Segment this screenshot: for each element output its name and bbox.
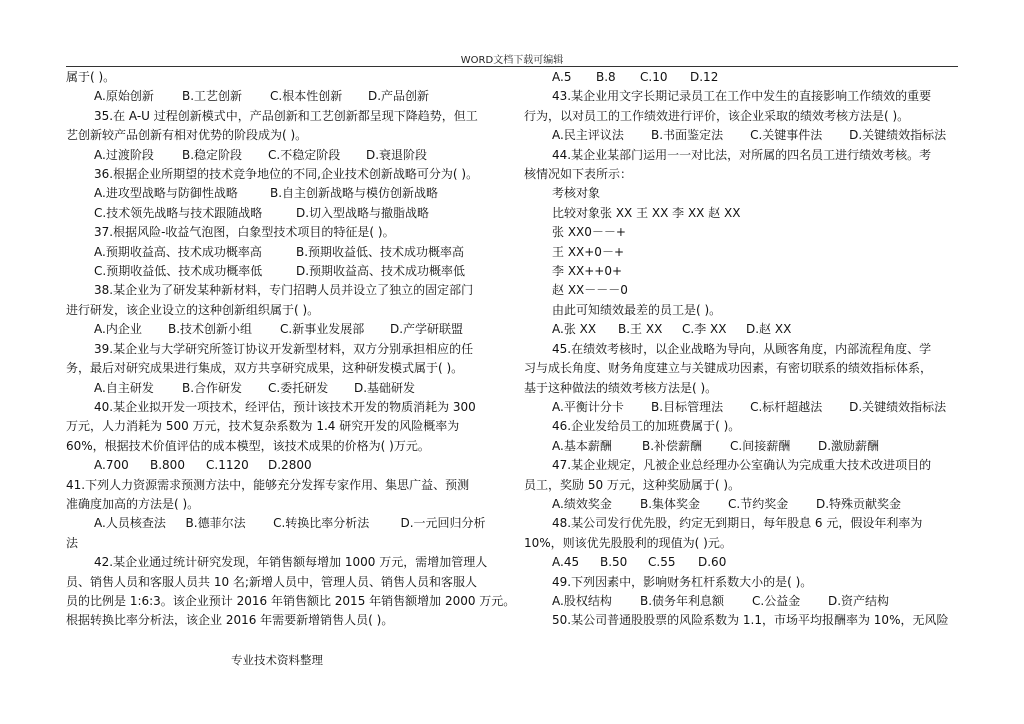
text-line: 10%，则该优先股股利的现值为( )元。 [524, 535, 732, 550]
text-line: 务，最后对研究成果进行集成，双方共享研究成果，这种研发模式属于( )。 [66, 361, 464, 376]
text-line: 习与成长角度、财务角度建立与关键成功因素，有密切联系的绩效指标体系， [524, 361, 933, 376]
text-line: 王 XX+0－+ [552, 244, 625, 259]
answer-option: A.进攻型战略与防御性战略 [94, 186, 238, 201]
answer-option: D.赵 XX [746, 322, 792, 337]
text-line: 比较对象张 XX 王 XX 李 XX 赵 XX [552, 205, 741, 220]
answer-option: A.过渡阶段 [94, 147, 154, 162]
answer-option: C.转换比率分析法 [273, 516, 370, 531]
answer-option: C.10 [640, 70, 668, 84]
text-line: 基于这种做法的绩效考核方法是( )。 [524, 380, 718, 395]
answer-option: A.民主评议法 [552, 128, 624, 143]
text-line: 43.某企业用文字长期记录员工在工作中发生的直接影响工作绩效的重要 [552, 89, 932, 104]
answer-options [66, 87, 500, 106]
answer-option: D.产学研联盟 [390, 322, 464, 337]
text-line: 张 XX0－－+ [552, 225, 626, 240]
answer-option: C.技术领先战略与技术跟随战略 [94, 205, 263, 220]
answer-option: C.标杆超越法 [750, 399, 823, 414]
text-line: 44.某企业某部门运用一一对比法，对所属的四名员工进行绩效考核。考 [552, 147, 932, 162]
answer-option: A.绩效奖金 [552, 496, 612, 511]
text-line: 万元，人力消耗为 500 万元，技术复杂系数为 1.4 研究开发的风险概率为 [66, 419, 460, 434]
answer-option: D.特殊贡献奖金 [816, 496, 902, 511]
answer-option: C.根本性创新 [270, 89, 343, 104]
answer-option: C.间接薪酬 [730, 438, 791, 453]
answer-option: A.自主研发 [94, 380, 154, 395]
text-line: 属于( )。 [66, 70, 116, 84]
answer-option: B.王 XX [618, 322, 663, 337]
text-line: 根据转换比率分析法，该企业 2016 年需要新增销售人员( )。 [66, 613, 394, 628]
answer-option: A.700 [94, 458, 129, 473]
text-line: 员的比例是 1:6:3。该企业预计 2016 年销售额比 2015 年销售额增加 2000 万元。 [66, 593, 516, 608]
text-line: 进行研发，该企业设立的这种创新组织属于( )。 [66, 302, 320, 317]
answer-option: A.45 [552, 555, 580, 570]
right-column [524, 68, 958, 631]
answer-option: D.基础研发 [354, 380, 416, 395]
answer-option: B.预期收益低、技术成功概率高 [296, 244, 465, 259]
answer-options [66, 243, 500, 262]
text-line: 40.某企业拟开发一项技术，经评估，预计该技术开发的物质消耗为 300 [94, 399, 476, 414]
answer-option: B.工艺创新 [182, 89, 243, 104]
answer-option: C.节约奖金 [728, 496, 789, 511]
text-line: 36.根据企业所期望的技术竞争地位的不同,企业技术创新战略可分为( )。 [94, 167, 479, 182]
answer-option: D.预期收益高、技术成功概率低 [296, 264, 466, 279]
answer-option: A.内企业 [94, 322, 142, 337]
answer-option: C.公益金 [752, 593, 801, 608]
text-line: 赵 XX－－－0 [552, 283, 628, 298]
answer-options [66, 379, 500, 398]
answer-option: A.人员核查法 [94, 516, 166, 531]
text-line: 由此可知绩效最差的员工是( )。 [552, 302, 722, 317]
answer-option: B.目标管理法 [651, 399, 724, 414]
answer-options [66, 320, 500, 339]
answer-option: A.股权结构 [552, 593, 612, 608]
text-line: 42.某企业通过统计研究发现，年销售额每增加 1000 万元，需增加管理人 [94, 555, 488, 570]
answer-option: A.5 [552, 70, 572, 84]
header-divider [66, 66, 958, 67]
text-line: 考核对象 [552, 186, 601, 201]
text-line: 41.下列人力资源需求预测方法中，能够充分发挥专家作用、集思广益、预测 [66, 477, 470, 492]
text-line: 核情况如下表所示： [524, 167, 633, 182]
answer-options [524, 398, 958, 417]
text-line: 法 [66, 535, 79, 550]
answer-option: C.关键事件法 [750, 128, 823, 143]
answer-options [524, 437, 958, 456]
answer-option: B.自主创新战略与模仿创新战略 [270, 186, 439, 201]
answer-options [524, 320, 958, 339]
text-line: 49.下列因素中，影响财务杠杆系数大小的是( )。 [552, 574, 813, 589]
answer-option: D.12 [690, 70, 719, 84]
answer-option: B.书面鉴定法 [651, 128, 724, 143]
answer-options [524, 592, 958, 611]
answer-option: D.衰退阶段 [366, 147, 428, 162]
answer-options [524, 68, 958, 87]
answer-options [66, 184, 500, 203]
answer-option: D.一元回归分析 [400, 516, 486, 531]
text-line: 46.企业发给员工的加班费属于( )。 [552, 419, 741, 434]
answer-option: D.关键绩效指标法 [849, 399, 947, 414]
answer-option: A.基本薪酬 [552, 438, 612, 453]
answer-option: C.1120 [206, 458, 249, 473]
answer-option: B.德菲尔法 [185, 516, 246, 531]
answer-option: B.债务年利息额 [640, 593, 725, 608]
text-line: 60%，根据技术价值评估的成本模型，该技术成果的价格为( )万元。 [66, 438, 430, 453]
text-line: 48.某公司发行优先股，约定无到期日，每年股息 6 元，假设年利率为 [552, 516, 923, 531]
answer-option: C.55 [648, 555, 676, 570]
answer-options [66, 514, 500, 533]
text-line: 员、销售人员和客服人员共 10 名;新增人员中，管理人员、销售人员和客服人 [66, 574, 477, 589]
text-line: 员工，奖励 50 万元，这种奖励属于( )。 [524, 477, 741, 492]
text-line: 47.某企业规定，凡被企业总经理办公室确认为完成重大技术改进项目的 [552, 458, 932, 473]
text-line: 50.某公司普通股股票的风险系数为 1.1，市场平均报酬率为 10%，无风险 [552, 613, 949, 628]
answer-option: B.集体奖金 [640, 496, 701, 511]
answer-options [66, 146, 500, 165]
answer-option: C.委托研发 [268, 380, 329, 395]
answer-option: B.补偿薪酬 [642, 438, 703, 453]
answer-option: A.张 XX [552, 322, 597, 337]
answer-option: A.平衡计分卡 [552, 399, 624, 414]
left-column [66, 68, 516, 631]
answer-options [524, 553, 958, 572]
text-line: 45.在绩效考核时，以企业战略为导向，从顾客角度，内部流程角度、学 [552, 341, 932, 356]
answer-options [66, 204, 500, 223]
answer-option: B.800 [150, 458, 185, 473]
answer-options [66, 456, 500, 475]
answer-option: C.新事业发展部 [280, 322, 365, 337]
answer-option: A.原始创新 [94, 89, 154, 104]
text-line: 准确度加高的方法是( )。 [66, 496, 200, 511]
answer-option: B.8 [596, 70, 616, 84]
answer-options [66, 262, 500, 281]
answer-options [524, 495, 958, 514]
text-line: 李 XX++0+ [552, 264, 623, 279]
answer-options [524, 126, 958, 145]
answer-option: C.不稳定阶段 [268, 147, 341, 162]
answer-option: D.切入型战略与撤脂战略 [296, 205, 430, 220]
page-header: WORD文档下载可编辑 [460, 55, 564, 66]
answer-option: B.稳定阶段 [182, 147, 243, 162]
page-footer: 专业技术资料整理 [231, 653, 323, 667]
answer-option: B.50 [600, 555, 628, 570]
answer-option: C.预期收益低、技术成功概率低 [94, 264, 263, 279]
text-line: 行为，以对员工的工作绩效进行评价，该企业采取的绩效考核方法是( )。 [524, 108, 910, 123]
answer-option: C.李 XX [682, 322, 727, 337]
text-line: 38.某企业为了研发某种新材料，专门招聘人员并设立了独立的固定部门 [94, 283, 474, 298]
answer-option: D.资产结构 [828, 593, 890, 608]
text-line: 37.根据风险-收益气泡图，白象型技术项目的特征是( )。 [94, 225, 395, 240]
answer-option: D.2800 [268, 458, 312, 473]
answer-option: B.技术创新小组 [168, 322, 253, 337]
text-line: 39.某企业与大学研究所签订协议开发新型材料，双方分别承担相应的任 [94, 341, 474, 356]
answer-option: D.产品创新 [368, 89, 430, 104]
answer-option: D.60 [698, 555, 727, 570]
answer-option: A.预期收益高、技术成功概率高 [94, 244, 262, 259]
text-line: 35.在 A-U 过程创新模式中，产品创新和工艺创新都呈现下降趋势，但工 [94, 108, 478, 123]
answer-option: B.合作研发 [182, 380, 243, 395]
text-line: 艺创新较产品创新有相对优势的阶段成为( )。 [66, 128, 308, 143]
answer-option: D.关键绩效指标法 [849, 128, 947, 143]
answer-option: D.激励薪酬 [818, 438, 880, 453]
